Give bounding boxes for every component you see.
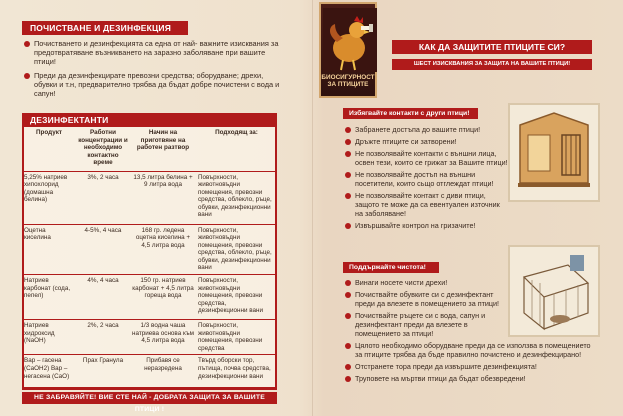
cell-preparation: 150 гр. натриев карбонат + 4,5 литра гореща вода — [130, 275, 196, 320]
cell-suitable-for: Повърхности, животновъдни помещения, превозни средства, дезинфекционни вани — [196, 275, 277, 320]
cell-preparation: 168 гр. ледена оцетна киселина + 4,5 литра вода — [130, 224, 196, 275]
table-row — [22, 224, 277, 275]
coop-icon — [510, 105, 598, 200]
logo — [319, 2, 377, 98]
rooster-icon — [323, 8, 377, 72]
fold-divider — [312, 0, 313, 416]
bullet-contact-3: Не позволявайте контакти с външни лица, освен тези, които се грижат за Вашите птици! — [343, 149, 508, 167]
section-title-disinfectants: ДЕЗИНФЕКТАНТИ — [22, 113, 277, 127]
disinfectants-table — [22, 127, 277, 390]
cell-product: 5,25% натриев хипохлорид (домашна белина) — [22, 171, 76, 224]
bullet-clean-4: Цялото необходимо оборудване преди да се използва в помещението за птиците трябва да бъде правилно почистено и дезинфекцирано! — [343, 341, 598, 359]
section-title-cleaning: ПОЧИСТВАНЕ И ДЕЗИНФЕКЦИЯ — [22, 21, 188, 35]
cell-product: Натриев карбонат (сода, пепел) — [22, 275, 76, 320]
header-preparation: Начин на приготвяне на работен разтвор — [130, 127, 196, 171]
table-row — [22, 355, 277, 390]
cell-concentration: 3%, 2 часа — [76, 171, 130, 224]
panel-title-avoid-contact: Избягвайте контакти с други птици! — [343, 108, 478, 119]
header-concentration: Работни концентрации и необходимо контактно време — [76, 127, 130, 171]
logo-label — [321, 74, 375, 88]
header-suitable-for: Подходящ за: — [196, 127, 277, 171]
avoid-contact-bullets — [343, 125, 508, 233]
cell-preparation: 13,5 литра белина + 9 литра вода — [130, 171, 196, 224]
cleaning-bullets — [22, 39, 284, 102]
cell-suitable-for: Повърхности, животновъдни помещения, превозни средства, облекло, ръце, обувки, дезинфекционни вани — [196, 224, 277, 275]
logo-label-line1: БИОСИГУРНОСТ — [321, 73, 375, 81]
left-column — [0, 0, 300, 416]
cell-preparation: Прибавя се неразредена — [130, 355, 196, 390]
cell-suitable-for: Повърхности, животновъдни помещения, превозни средства — [196, 320, 277, 355]
bullet-clean-1: Винаги носете чисти дрехи! — [343, 278, 598, 287]
table-header-row — [22, 127, 277, 171]
bullet-clean-5: Отстранете тора преди да извършите дезинфекцията! — [343, 362, 598, 371]
bullet-contact-4: Не позволявайте достъп на външни посетители, които сьщо отглеждат птици! — [343, 170, 508, 188]
bullet-contact-6: Извършвайте контрол на гризачите! — [343, 221, 508, 230]
logo-label-line2: ЗА ПТИЦИТЕ — [327, 80, 369, 88]
cell-concentration: 4%, 4 часа — [76, 275, 130, 320]
bottom-reminder-band: НЕ ЗАБРАВЯЙТЕ! ВИЕ СТЕ НАЙ - ДОБРАТА ЗАЩИТА ЗА ВАШИТЕ ПТИЦИ ! — [22, 392, 277, 404]
coop-illustration — [508, 103, 600, 202]
bullet-cleaning-1: Почистването и дезинфекцията са една от най- важните изисквания за предотвратяване възникването на заразно заболяване при вашите птици! — [22, 39, 284, 67]
panel-title-cleanliness: Поддържайте чистота! — [343, 262, 439, 273]
bullet-clean-3: Почиствайте ръцете си с вода, сапун и дезинфектант преди да влезете в помещението за птици! — [343, 311, 508, 338]
bullet-clean-2: Почиствайте обувките си с дезинфектант преди да влезете в помещението за птици! — [343, 290, 508, 308]
table-row — [22, 275, 277, 320]
main-title: КАК ДА ЗАЩИТИТЕ ПТИЦИТЕ СИ? — [392, 40, 592, 54]
cell-concentration: 4-5%, 4 часа — [76, 224, 130, 275]
cell-suitable-for: Твърд оборски тор, пътища, почва средства, дезинфекционни вани — [196, 355, 277, 390]
bullet-clean-6: Труповете на мъртви птици да бъдат обезвредени! — [343, 374, 598, 383]
cell-product: Оцетна киселина — [22, 224, 76, 275]
cage-illustration — [508, 245, 600, 337]
cell-preparation: 1/3 водна чаша натриева основа към 4,5 литра вода — [130, 320, 196, 355]
header-product: Продукт — [22, 127, 76, 171]
bullet-cleaning-2: Преди да дезинфекцирате превозни средства; оборудване; дрехи, обувки и т.н, предварително трябва да бъдат добре почистени с вода и сапун! — [22, 71, 284, 99]
bullet-contact-1: Забранете достъпа до вашите птици! — [343, 125, 508, 134]
cell-concentration: Прах Гранула — [76, 355, 130, 390]
cell-concentration: 2%, 2 часа — [76, 320, 130, 355]
table-row — [22, 171, 277, 224]
subtitle: ШЕСТ ИЗИСКВАНИЯ ЗА ЗАЩИТА НА ВАШИТЕ ПТИЦИ! — [392, 59, 592, 70]
bullet-contact-5: Не позволявайте контакт с диви птици, защото те може да са евентуален източник на заболяване! — [343, 191, 508, 218]
cell-product: Вар – гасена (CaOH2) Вар – негасена (CaO) — [22, 355, 76, 390]
cage-icon — [510, 247, 598, 335]
cell-product: Натриев хидроксид (NaOH) — [22, 320, 76, 355]
cell-suitable-for: Повърхности, животновъдни помещения, превозни средства, облекло, ръце, обувки, дезинфекционни вани — [196, 171, 277, 224]
table-row — [22, 320, 277, 355]
bullet-contact-2: Дръжте птиците си затворени! — [343, 137, 508, 146]
